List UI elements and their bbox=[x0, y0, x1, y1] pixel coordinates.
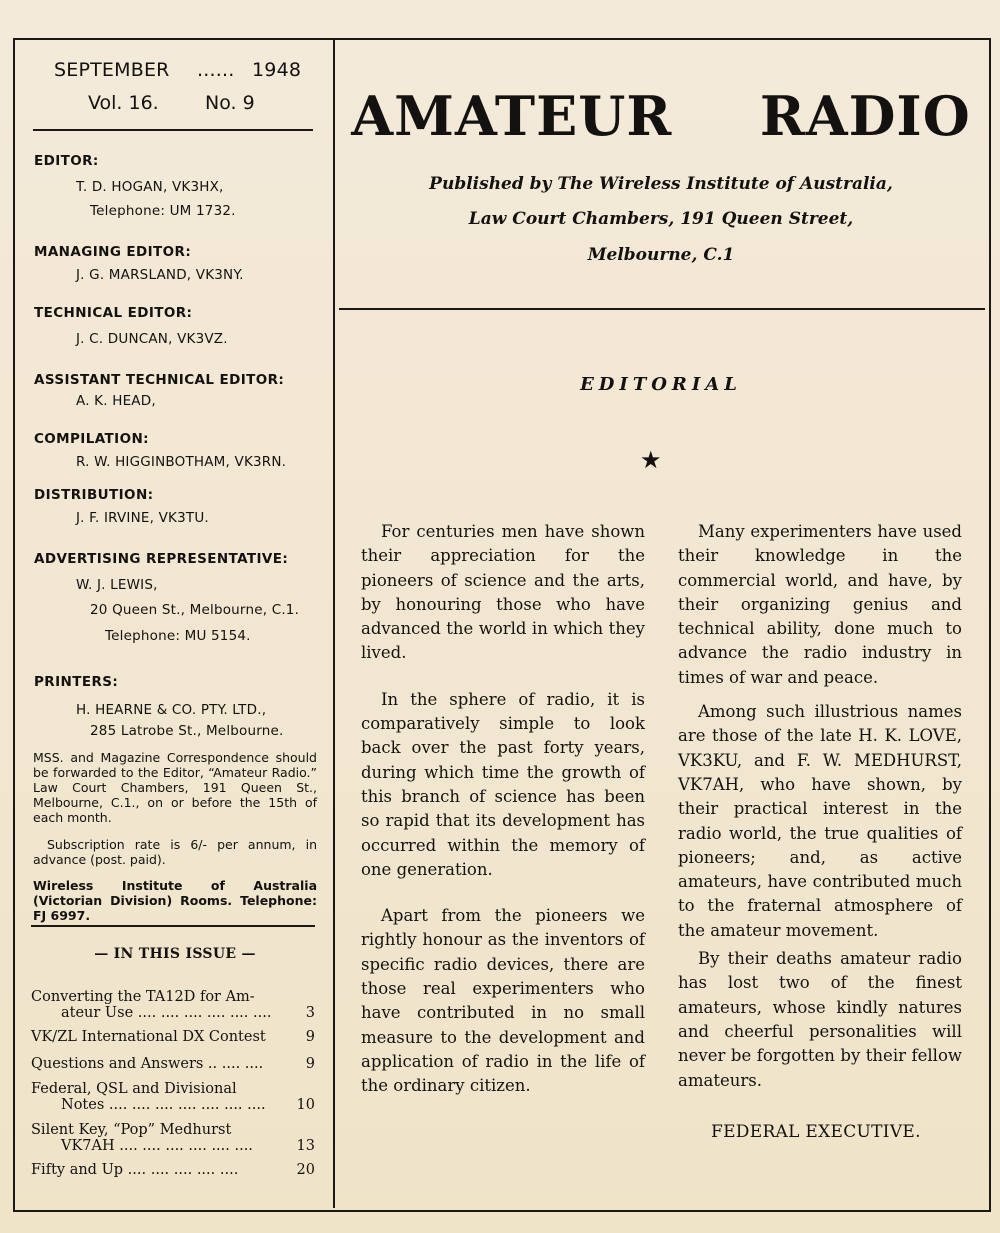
staff-compilation-name: R. W. HIGGINBOTHAM, VK3RN. bbox=[76, 454, 287, 470]
toc-item[interactable] bbox=[31, 1029, 315, 1045]
toc-item[interactable] bbox=[31, 1162, 315, 1178]
toc-item-title: Federal, QSL and Divisional bbox=[31, 1081, 237, 1097]
toc-item-title: Silent Key, “Pop” Medhurst bbox=[31, 1122, 232, 1138]
toc-item[interactable] bbox=[31, 1081, 315, 1113]
issue-year: 1948 bbox=[252, 59, 302, 81]
publisher-address: Law Court Chambers, 191 Queen Street, bbox=[468, 209, 854, 229]
issue-volume: Vol. 16. bbox=[88, 92, 159, 114]
editorial-column-1 bbox=[361, 520, 645, 1099]
in-this-issue-title: — IN THIS ISSUE — bbox=[94, 946, 256, 962]
staff-distribution-name: J. F. IRVINE, VK3TU. bbox=[76, 510, 209, 526]
subscription-note: Subscription rate is 6/- per annum, in advance (post. paid). bbox=[33, 837, 317, 867]
staff-advertising-address: 20 Queen St., Melbourne, C.1. bbox=[90, 602, 300, 618]
editorial-signature: FEDERAL EXECUTIVE. bbox=[711, 1122, 921, 1142]
masthead-word-radio: RADIO bbox=[759, 84, 971, 148]
toc-item-page: 13 bbox=[296, 1138, 315, 1154]
toc-item-page: 9 bbox=[305, 1056, 315, 1072]
staff-heading-assistant-technical-editor: ASSISTANT TECHNICAL EDITOR: bbox=[34, 372, 285, 388]
staff-advertising-name: W. J. LEWIS, bbox=[76, 577, 158, 593]
toc-item-title: VK/ZL International DX Contest bbox=[31, 1029, 266, 1045]
star-icon: ★ bbox=[640, 446, 662, 474]
staff-technical-editor-name: J. C. DUNCAN, VK3VZ. bbox=[76, 331, 228, 347]
toc-item-page: 10 bbox=[296, 1097, 315, 1113]
staff-editor-phone: Telephone: UM 1732. bbox=[90, 203, 236, 219]
staff-heading-managing-editor: MANAGING EDITOR: bbox=[34, 244, 192, 260]
staff-advertising-phone: Telephone: MU 5154. bbox=[105, 628, 251, 644]
editorial-paragraph: Apart from the pioneers we rightly honour as the inventors of specific radio devices, there are those real experimenters who have contributed in no small measure to the development and application of radio in the life of the ordinary citizen. bbox=[361, 906, 645, 1096]
staff-heading-distribution: DISTRIBUTION: bbox=[34, 487, 154, 503]
toc-item-page: 20 bbox=[296, 1162, 315, 1178]
masthead-word-amateur: AMATEUR bbox=[351, 84, 673, 148]
editorial-paragraph: In the sphere of radio, it is comparatively simple to look back over the past forty years, during which time the growth of this branch of science has been so rapid that its development has occurred within the memory of one generation. bbox=[361, 689, 645, 879]
publisher-line: Published by The Wireless Institute of Australia, bbox=[429, 174, 893, 194]
toc-item-page: 9 bbox=[305, 1029, 315, 1045]
toc-item-title-cont: Notes .... .... .... .... .... .... .... bbox=[61, 1097, 266, 1113]
staff-printers-name: H. HEARNE & CO. PTY. LTD., bbox=[76, 702, 267, 718]
staff-editor-name: T. D. HOGAN, VK3HX, bbox=[76, 179, 224, 195]
issue-rule bbox=[31, 925, 315, 927]
staff-heading-editor: EDITOR: bbox=[34, 153, 99, 169]
issue-month: SEPTEMBER bbox=[54, 59, 170, 81]
editorial-paragraph: Many experimenters have used their knowledge in the commercial world, and have, by their organizing genius and technical ability, done much to advance the radio industry in times of war and peace. bbox=[678, 522, 962, 687]
staff-heading-technical-editor: TECHNICAL EDITOR: bbox=[34, 305, 193, 321]
header-rule bbox=[33, 129, 313, 131]
staff-heading-compilation: COMPILATION: bbox=[34, 431, 149, 447]
staff-assistant-technical-editor-name: A. K. HEAD, bbox=[76, 393, 156, 409]
editorial-title: EDITORIAL bbox=[580, 374, 742, 395]
issue-date bbox=[54, 59, 302, 81]
correspondence-note: MSS. and Magazine Correspondence should be forwarded to the Editor, “Amateur Radio.” Law Court Chambers, 191 Queen St., Melbourne, C.1., on or before the 15th of each month. bbox=[33, 750, 317, 825]
masthead-rule bbox=[339, 308, 985, 310]
staff-heading-printers: PRINTERS: bbox=[34, 674, 119, 690]
masthead-title bbox=[335, 84, 987, 148]
toc-item-title: Questions and Answers .. .... .... bbox=[31, 1056, 264, 1072]
staff-heading-advertising: ADVERTISING REPRESENTATIVE: bbox=[34, 551, 289, 567]
toc-item[interactable] bbox=[31, 1056, 315, 1072]
editorial-paragraph: Among such illustrious names are those of the late H. K. LOVE, VK3KU, and F. W. MEDHURST, VK7AH, who have shown, by their practical interest in the radio world, the true qualities of pioneers; and, as active amateurs, have contributed much to the fraternal atmosphere of the amateur movement. bbox=[678, 702, 962, 940]
toc-item-title-cont: VK7AH .... .... .... .... .... .... bbox=[61, 1138, 253, 1154]
toc-item[interactable] bbox=[31, 1122, 315, 1154]
editorial-column-2 bbox=[678, 520, 962, 1093]
issue-volume-line bbox=[88, 92, 255, 114]
rooms-note: Wireless Institute of Australia (Victorian Division) Rooms. Telephone: FJ 6997. bbox=[33, 878, 317, 923]
toc-item-title: Fifty and Up .... .... .... .... .... bbox=[31, 1162, 239, 1178]
issue-number: No. 9 bbox=[205, 92, 255, 114]
date-dots: ...... bbox=[197, 59, 235, 81]
toc-item-page: 3 bbox=[305, 1005, 315, 1021]
toc-item-title: Converting the TA12D for Am- bbox=[31, 989, 255, 1005]
publisher-city: Melbourne, C.1 bbox=[587, 245, 735, 265]
editorial-paragraph: For centuries men have shown their appreciation for the pioneers of science and the arts, by honouring those who have advanced the world in which they lived. bbox=[361, 522, 645, 663]
staff-printers-address: 285 Latrobe St., Melbourne. bbox=[90, 723, 284, 739]
editorial-paragraph: By their deaths amateur radio has lost two of the finest amateurs, whose kindly natures and cheerful personalities will never be forgotten by their fellow amateurs. bbox=[678, 949, 962, 1090]
toc-item-title-cont: ateur Use .... .... .... .... .... .... bbox=[61, 1005, 272, 1021]
staff-managing-editor-name: J. G. MARSLAND, VK3NY. bbox=[76, 267, 244, 283]
toc-item[interactable] bbox=[31, 989, 315, 1021]
